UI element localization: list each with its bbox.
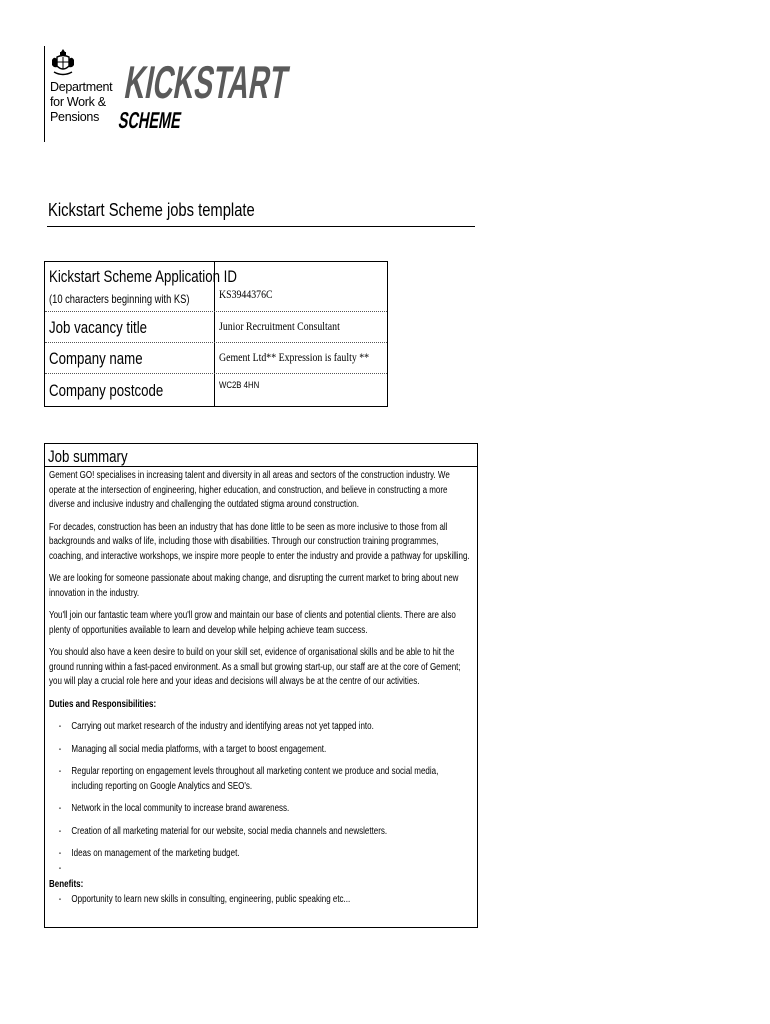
kickstart-logo	[116, 56, 393, 133]
company-label: Company name	[49, 349, 143, 368]
trailing-dash: -	[58, 862, 62, 874]
royal-crest-icon	[50, 48, 76, 83]
application-id-label: Kickstart Scheme Application ID	[49, 267, 237, 286]
dwp-logo-text	[50, 80, 112, 125]
job-summary-rule	[45, 466, 477, 467]
summary-paragraph: For decades, construction has been an industry that has done little to be seen as more inclusive to those from all backgrounds and walks of life, including those with disabilities. Through our construction training programmes, coaching, and interactive workshops, we inspire more people to enter the industry and provide a pathway for upskilling.	[49, 521, 470, 562]
title-underline	[47, 226, 475, 227]
benefits-heading: Benefits:	[49, 879, 84, 890]
dwp-line-2: for Work &	[50, 95, 106, 109]
job-summary-body[interactable]	[49, 469, 470, 907]
details-table	[44, 261, 388, 407]
postcode-label: Company postcode	[49, 381, 164, 400]
job-title-row	[45, 312, 387, 343]
company-row	[45, 343, 387, 374]
duty-item: - Regular reporting on engagement levels throughout all marketing content we produce and social media, including reporting on Google Analytics and SEO's.	[49, 765, 470, 794]
duty-item: - Creation of all marketing material for our website, social media channels and newsletters.	[49, 825, 470, 840]
dwp-logo-rule	[44, 46, 45, 142]
kickstart-logo-word: KICKSTART	[121, 56, 393, 108]
job-title-value[interactable]: Junior Recruitment Consultant	[219, 319, 340, 333]
dwp-line-1: Department	[50, 80, 113, 94]
postcode-row	[45, 374, 387, 406]
summary-paragraph: We are looking for someone passionate about making change, and disrupting the current market to bring about new innovation in the industry.	[49, 573, 459, 599]
benefit-item: - Opportunity to learn new skills in consulting, engineering, public speaking etc...	[49, 893, 470, 908]
company-value[interactable]: Gement Ltd** Expression is faulty **	[219, 350, 370, 364]
job-title-label: Job vacancy title	[49, 318, 148, 337]
duty-item: - Network in the local community to increase brand awareness.	[49, 802, 470, 817]
dwp-line-3: Pensions	[50, 110, 100, 124]
summary-paragraph: You'll join our fantastic team where you'll grow and maintain our base of clients and potential clients. There are also plenty of opportunities available to learn and develop while helping achieve team success.	[49, 610, 456, 636]
job-summary-box	[44, 443, 478, 928]
page-title: Kickstart Scheme jobs template	[48, 200, 255, 220]
application-id-value[interactable]: KS3944376C	[219, 287, 273, 301]
benefits-list	[49, 893, 470, 908]
summary-paragraph: You should also have a keen desire to build on your skill set, evidence of organisational skills and be able to hit the ground running within a fast-paced environment. As a small but growing start-up, our staff are at the core of Gement; you will play a crucial role here and your ideas and decisions will always be at the centre of our activities.	[49, 647, 461, 687]
duties-list	[49, 720, 470, 862]
summary-paragraph: Gement GO! specialises in increasing talent and diversity in all areas and sectors of the construction industry. We operate at the intersection of engineering, higher education, and construction, and believe in constructing a more diverse and inclusive industry and challenging the outdated stigma around construction.	[49, 470, 450, 510]
application-id-hint: (10 characters beginning with KS)	[49, 292, 190, 306]
postcode-value[interactable]: WC2B 4HN	[219, 380, 260, 391]
application-id-row	[45, 262, 387, 312]
duty-item: - Carrying out market research of the industry and identifying areas not yet tapped into.	[49, 720, 470, 735]
duty-item: - Ideas on management of the marketing budget.	[49, 847, 470, 862]
duty-item: - Managing all social media platforms, with a target to boost engagement.	[49, 743, 470, 758]
job-summary-heading: Job summary	[48, 447, 128, 466]
scheme-logo-word: SCHEME	[116, 107, 220, 133]
duties-heading: Duties and Responsibilities:	[49, 698, 157, 710]
